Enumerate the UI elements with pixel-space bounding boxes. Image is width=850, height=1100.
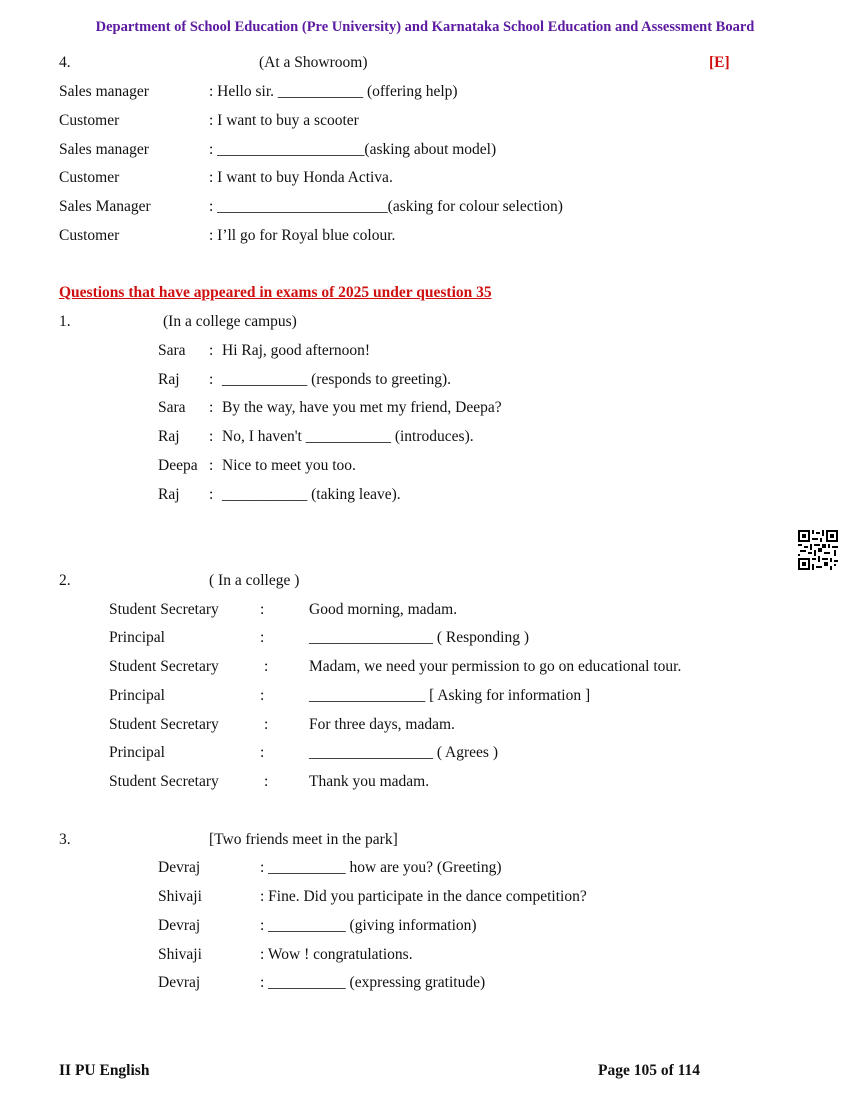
d2-speaker: Student Secretary — [109, 601, 219, 618]
d2-setting: ( In a college ) — [209, 572, 300, 589]
footer-page-number: Page 105 of 114 — [598, 1062, 701, 1079]
qr-code-icon — [798, 530, 838, 570]
d2-line: _______________ [ Asking for information ] — [309, 687, 591, 704]
d1-speaker: Raj — [158, 371, 180, 388]
q4-speaker: Customer — [59, 169, 120, 186]
d1-line: Hi Raj, good afternoon! — [222, 342, 371, 359]
d3-line: : __________ (giving information) — [260, 917, 477, 934]
d1-line: No, I haven't ___________ (introduces). — [222, 428, 474, 445]
d2-colon: : — [260, 629, 265, 646]
d1-speaker: Deepa — [158, 457, 198, 474]
d1-setting: (In a college campus) — [163, 313, 297, 330]
q4-speaker: Customer — [59, 112, 120, 129]
d1-colon: : — [209, 371, 214, 388]
q4-number: 4. — [59, 54, 71, 71]
d1-number: 1. — [59, 313, 71, 330]
d3-line: : __________ how are you? (Greeting) — [260, 859, 502, 876]
d2-line: Madam, we need your permission to go on educational tour. — [309, 658, 682, 675]
d2-line: ________________ ( Responding ) — [309, 629, 530, 646]
q4-line: : ___________________(asking about model) — [209, 141, 497, 158]
d2-speaker: Principal — [109, 687, 165, 704]
d1-speaker: Sara — [158, 342, 186, 359]
d1-speaker: Sara — [158, 399, 186, 416]
d1-colon: : — [209, 399, 214, 416]
d3-line: : Fine. Did you participate in the dance competition? — [260, 888, 587, 905]
d2-colon: : — [260, 601, 265, 618]
section-heading: Questions that have appeared in exams of 2025 under question 35 — [59, 284, 492, 301]
d3-speaker: Devraj — [158, 974, 201, 991]
d2-line: Thank you madam. — [309, 773, 430, 790]
d2-number: 2. — [59, 572, 71, 589]
d3-number: 3. — [59, 831, 71, 848]
d2-line: Good morning, madam. — [309, 601, 458, 618]
d2-speaker: Principal — [109, 744, 165, 761]
q4-line: : Hello sir. ___________ (offering help) — [209, 83, 458, 100]
d2-line: ________________ ( Agrees ) — [309, 744, 498, 761]
d3-line: : Wow ! congratulations. — [260, 946, 413, 963]
d3-speaker: Devraj — [158, 859, 201, 876]
d3-speaker: Shivaji — [158, 946, 202, 963]
d3-line: : __________ (expressing gratitude) — [260, 974, 486, 991]
d3-setting: [Two friends meet in the park] — [209, 831, 398, 848]
d3-speaker: Devraj — [158, 917, 201, 934]
d2-colon: : — [264, 716, 269, 733]
d1-line: ___________ (taking leave). — [222, 486, 401, 503]
d2-speaker: Student Secretary — [109, 716, 219, 733]
d2-colon: : — [264, 658, 269, 675]
footer-course: II PU English — [59, 1062, 150, 1079]
d3-speaker: Shivaji — [158, 888, 202, 905]
q4-tag: [E] — [709, 54, 730, 71]
q4-speaker: Sales manager — [59, 83, 149, 100]
q4-line: : I want to buy a scooter — [209, 112, 359, 129]
page-header: Department of School Education (Pre University) and Karnataka School Education and Assessment Board — [95, 19, 755, 35]
q4-speaker: Sales manager — [59, 141, 149, 158]
q4-setting: (At a Showroom) — [259, 54, 368, 71]
d2-line: For three days, madam. — [309, 716, 455, 733]
d1-speaker: Raj — [158, 428, 180, 445]
d2-colon: : — [260, 744, 265, 761]
d2-speaker: Student Secretary — [109, 773, 219, 790]
d2-colon: : — [260, 687, 265, 704]
d1-line: By the way, have you met my friend, Deepa? — [222, 399, 502, 416]
d1-speaker: Raj — [158, 486, 180, 503]
d1-colon: : — [209, 342, 214, 359]
d2-colon: : — [264, 773, 269, 790]
q4-speaker: Customer — [59, 227, 120, 244]
d1-line: ___________ (responds to greeting). — [222, 371, 452, 388]
d1-line: Nice to meet you too. — [222, 457, 356, 474]
q4-line: : I’ll go for Royal blue colour. — [209, 227, 396, 244]
d1-colon: : — [209, 457, 214, 474]
q4-line: : I want to buy Honda Activa. — [209, 169, 393, 186]
d2-speaker: Student Secretary — [109, 658, 219, 675]
d2-speaker: Principal — [109, 629, 165, 646]
d1-colon: : — [209, 428, 214, 445]
q4-speaker: Sales Manager — [59, 198, 151, 215]
q4-line: : ______________________(asking for colour selection) — [209, 198, 563, 215]
d1-colon: : — [209, 486, 214, 503]
